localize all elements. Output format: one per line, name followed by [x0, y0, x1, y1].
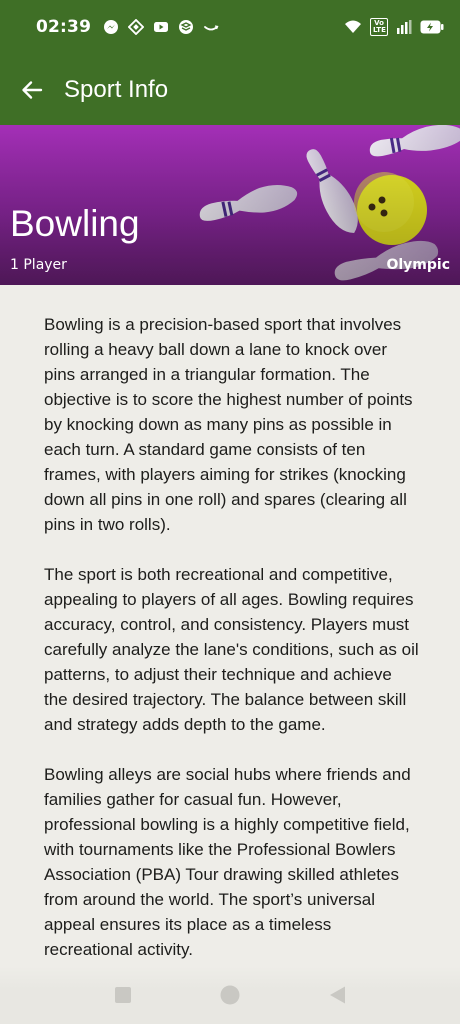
- status-bar: [0, 0, 460, 54]
- recents-button[interactable]: [103, 975, 143, 1015]
- system-navigation-bar: [0, 966, 460, 1024]
- description-paragraph-3: Bowling alleys are social hubs where friends and families gather for casual fun. However, professional bowling is a highly competitive field, with tournaments like the Professional Bowlers Association (PBA) Tour drawing skilled athletes from around the world. The sport’s universal appeal ensures its place as a timeless recreational activity.: [44, 765, 411, 959]
- notification-icons: [103, 19, 219, 35]
- amazon-icon: [203, 19, 219, 35]
- messenger-icon: [103, 19, 119, 35]
- home-circle-icon: [220, 985, 240, 1005]
- system-back-button[interactable]: [317, 975, 357, 1015]
- sport-hero-banner: [0, 125, 460, 285]
- back-button[interactable]: [0, 54, 64, 125]
- signal-icon: [396, 20, 412, 34]
- volte-icon: Vo LTE: [370, 18, 388, 36]
- player-count: 1 Player: [10, 257, 67, 273]
- system-status-icons: [344, 18, 444, 36]
- sport-title: Bowling: [10, 203, 140, 244]
- page-title: Sport Info: [64, 75, 169, 103]
- youtube-icon: [153, 19, 169, 35]
- recents-square-icon: [114, 986, 132, 1004]
- arrow-left-icon: [21, 79, 43, 101]
- wifi-icon: [344, 19, 362, 35]
- status-time: 02:39: [36, 17, 92, 37]
- stack-icon: [178, 19, 194, 35]
- back-triangle-icon: [327, 985, 347, 1005]
- description-paragraph-1: Bowling is a precision-based sport that involves rolling a heavy ball down a lane to knock over pins arranged in a triangular formation. The objective is to score the highest number of points by knocking down as many pins as possible in each turn. A standard game consists of ten frames, with players aiming for strikes (knocking down all pins in one roll) and spares (clearing all pins in two rolls).: [44, 315, 413, 534]
- description-paragraph-2: The sport is both recreational and competitive, appealing to players of all ages. Bowling requires accuracy, control, and consistency. Players must carefully analyze the lane's conditions, such as oil patterns, to adjust their technique and achieve the desired trajectory. The balance between skill and strategy adds depth to the game.: [44, 565, 419, 734]
- home-button[interactable]: [210, 975, 250, 1015]
- app-icon: [128, 19, 144, 35]
- battery-icon: [420, 20, 444, 34]
- app-bar: [0, 54, 460, 125]
- olympic-badge: Olympic: [386, 257, 450, 273]
- sport-description[interactable]: [0, 285, 460, 1024]
